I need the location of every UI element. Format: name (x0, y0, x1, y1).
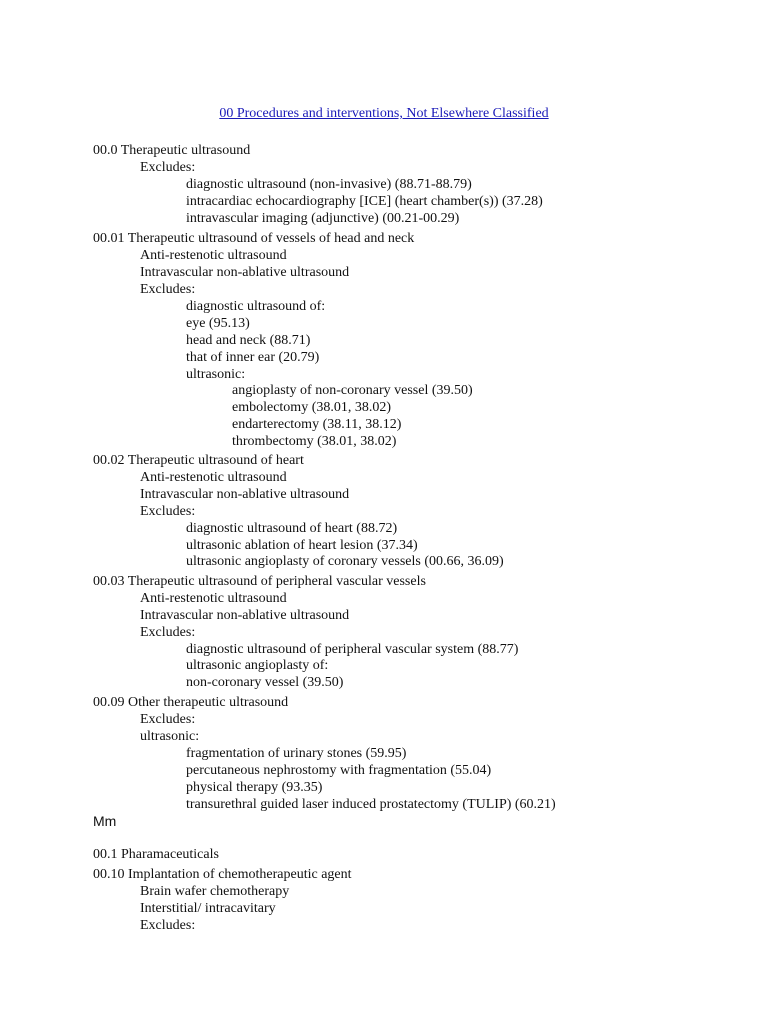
sub-entry-line: diagnostic ultrasound (non-invasive) (88.71-88.79) (186, 177, 472, 192)
entry-line: ultrasonic: (140, 729, 200, 744)
entry-line: Excludes: (140, 625, 196, 640)
sub-entry-line: head and neck (88.71) (186, 333, 311, 348)
sub-entry-line: intracardiac echocardiography [ICE] (heart chamber(s)) (37.28) (186, 194, 543, 209)
entry-line: Intravascular non-ablative ultrasound (140, 487, 350, 502)
sub-entry-line: intravascular imaging (adjunctive) (00.21-00.29) (186, 211, 460, 226)
sub-entry-line: eye (95.13) (186, 316, 250, 331)
stray-text: Mm (93, 813, 117, 829)
sub-entry-line: ultrasonic ablation of heart lesion (37.34) (186, 538, 418, 553)
code-heading: 00.1 Pharamaceuticals (93, 847, 219, 862)
sub-entry-line: endarterectomy (38.11, 38.12) (232, 417, 402, 432)
entry-line: Anti-restenotic ultrasound (140, 470, 287, 485)
sub-entry-line: non-coronary vessel (39.50) (186, 675, 344, 690)
entry-line: Interstitial/ intracavitary (140, 901, 276, 916)
entry-line: Anti-restenotic ultrasound (140, 591, 287, 606)
entry-line: Intravascular non-ablative ultrasound (140, 608, 350, 623)
entry-line: Excludes: (140, 160, 196, 175)
sub-entry-line: diagnostic ultrasound of: (186, 299, 326, 314)
code-heading: 00.02 Therapeutic ultrasound of heart (93, 453, 304, 468)
sub-entry-line: angioplasty of non-coronary vessel (39.50) (232, 383, 473, 398)
sub-entry-line: embolectomy (38.01, 38.02) (232, 400, 392, 415)
code-heading: 00.01 Therapeutic ultrasound of vessels of head and neck (93, 231, 415, 246)
document-title-link[interactable]: 00 Procedures and interventions, Not Elsewhere Classified (219, 106, 549, 121)
sub-entry-line: ultrasonic angioplasty of: (186, 658, 329, 673)
code-heading: 00.0 Therapeutic ultrasound (93, 143, 251, 158)
sub-entry-line: that of inner ear (20.79) (186, 350, 320, 365)
code-heading: 00.03 Therapeutic ultrasound of peripheral vascular vessels (93, 574, 426, 589)
sub-entry-line: diagnostic ultrasound of heart (88.72) (186, 521, 398, 536)
entry-line: Excludes: (140, 504, 196, 519)
sub-entry-line: percutaneous nephrostomy with fragmentation (55.04) (186, 763, 492, 778)
sub-entry-line: ultrasonic: (186, 367, 246, 382)
sub-entry-line: diagnostic ultrasound of peripheral vascular system (88.77) (186, 642, 519, 657)
code-heading: 00.10 Implantation of chemotherapeutic agent (93, 867, 352, 882)
sub-entry-line: fragmentation of urinary stones (59.95) (186, 746, 407, 761)
entry-line: Excludes: (140, 918, 196, 933)
sub-entry-line: thrombectomy (38.01, 38.02) (232, 434, 397, 449)
code-heading: 00.09 Other therapeutic ultrasound (93, 695, 289, 710)
entry-line: Excludes: (140, 282, 196, 297)
entry-line: Intravascular non-ablative ultrasound (140, 265, 350, 280)
entry-line: Excludes: (140, 712, 196, 727)
entry-line: Anti-restenotic ultrasound (140, 248, 287, 263)
entry-line: Brain wafer chemotherapy (140, 884, 290, 899)
sub-entry-line: physical therapy (93.35) (186, 780, 323, 795)
sub-entry-line: transurethral guided laser induced prostatectomy (TULIP) (60.21) (186, 797, 556, 812)
sub-entry-line: ultrasonic angioplasty of coronary vessels (00.66, 36.09) (186, 554, 504, 569)
